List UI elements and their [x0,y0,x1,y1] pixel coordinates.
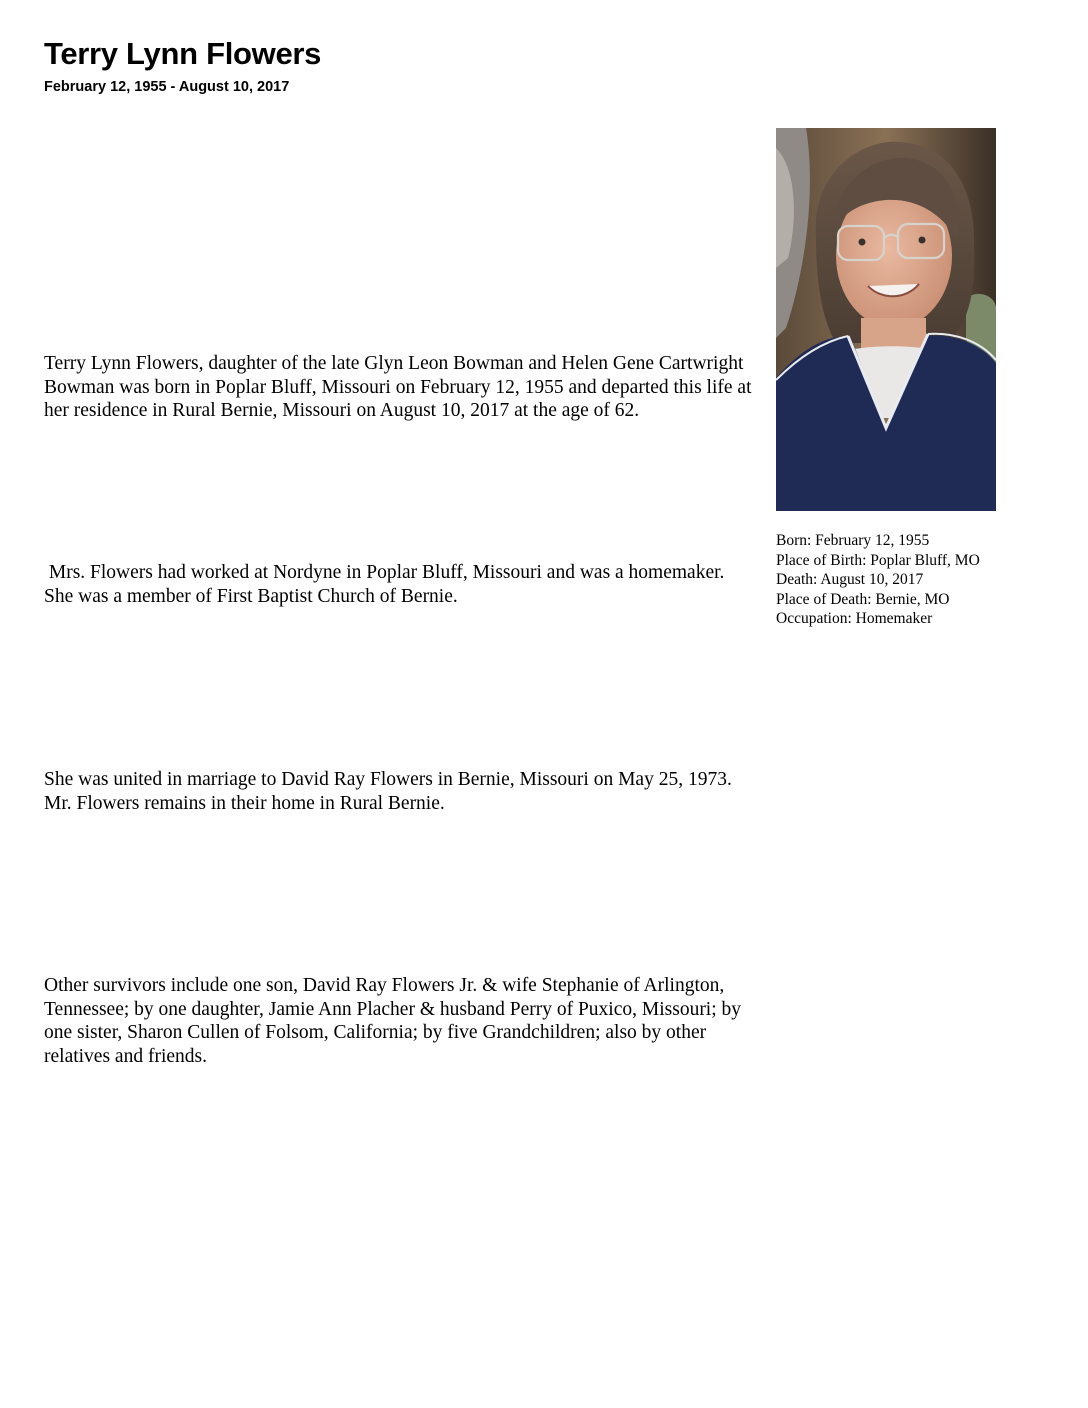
vital-facts-list [776,531,1076,629]
portrait-illustration [776,128,996,511]
obituary-paragraph: She was united in marriage to David Ray Flowers in Bernie, Missouri on May 25, 1973. Mr. Flowers remains in their home in Rural Bernie. [44,769,732,814]
fact-place-of-death: Place of Death: Bernie, MO [776,590,950,608]
obituary-paragraph: Mrs. Flowers had worked at Nordyne in Poplar Bluff, Missouri and was a homemaker. She was a member of First Baptist Church of Bernie. [44,562,730,607]
fact-occupation: Occupation: Homemaker [776,610,933,628]
portrait-photo [776,128,996,511]
obituary-paragraph: Terry Lynn Flowers, daughter of the late Glyn Leon Bowman and Helen Gene Cartwright Bowman was born in Poplar Bluff, Missouri on February 12, 1955 and departed this life at her residence in Rural Bernie, Missouri on August 10, 2017 at the age of 62. [44,353,752,421]
fact-death: Death: August 10, 2017 [776,571,924,589]
obituary-name: Terry Lynn Flowers [44,36,322,71]
fact-born: Born: February 12, 1955 [776,532,930,549]
fact-place-of-birth: Place of Birth: Poplar Bluff, MO [776,551,980,569]
obituary-paragraph: Other survivors include one son, David Ray Flowers Jr. & wife Stephanie of Arlington, Tennessee; by one daughter, Jamie Ann Placher & husband Perry of Puxico, Missouri; by one sister, Sharon Cullen of Folsom, California; by five Grandchildren; also by other relatives and friends. [44,975,742,1067]
life-dates: February 12, 1955 - August 10, 2017 [44,79,290,95]
